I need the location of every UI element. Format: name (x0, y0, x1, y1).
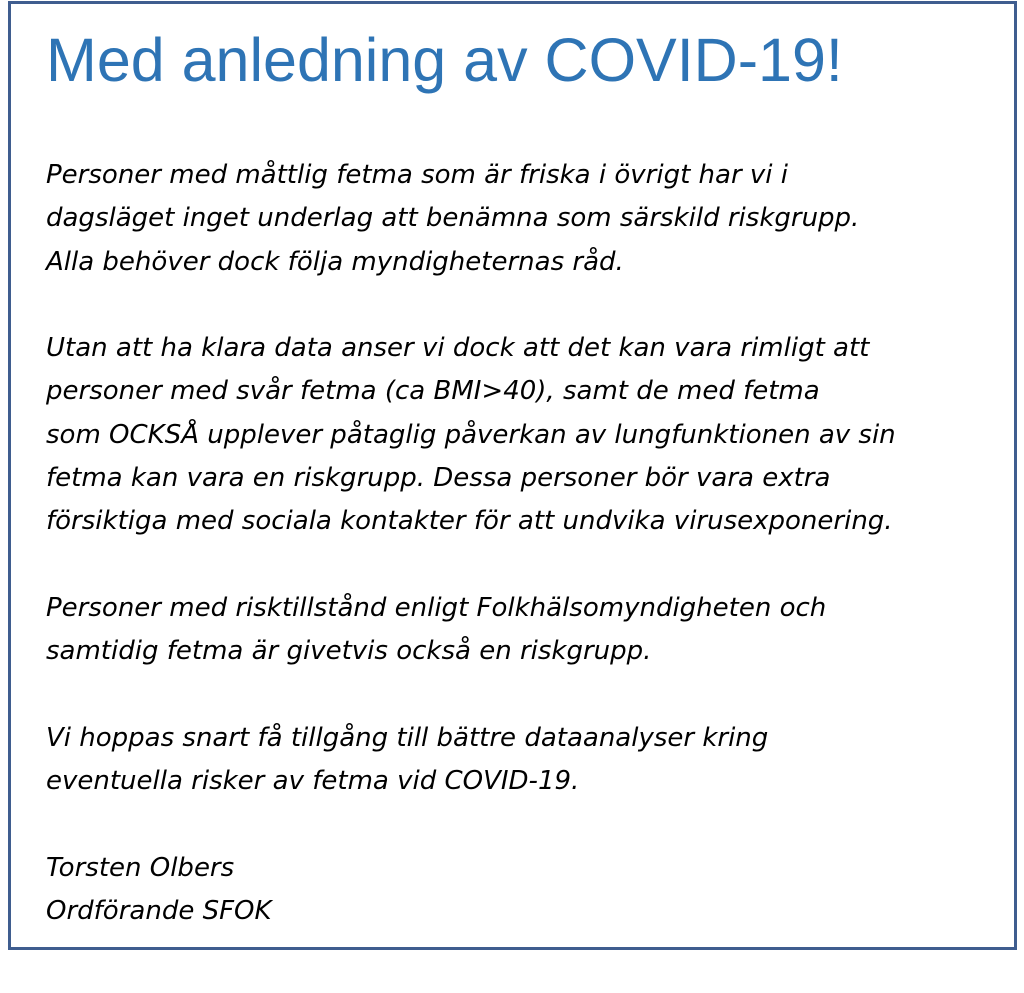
paragraph-risk-conditions (46, 587, 1011, 674)
text-line: samtidig fetma är givetvis också en riskgrupp. (46, 636, 652, 667)
signature-name: Torsten Olbers (46, 852, 235, 883)
signature-role: Ordförande SFOK (46, 896, 272, 927)
signature (46, 847, 1011, 934)
page-title: Med anledning av COVID-19! (46, 26, 843, 94)
text-line: personer med svår fetma (ca BMI>40), samt de med fetma (46, 376, 820, 407)
text-line: Alla behöver dock följa myndigheternas råd. (46, 246, 624, 277)
text-line: Personer med måttlig fetma som är friska i övrigt har vi i (46, 160, 788, 190)
notice-frame (8, 1, 1017, 950)
paragraph-severe-obesity (46, 327, 1011, 543)
text-line: Vi hoppas snart få tillgång till bättre dataanalyser kring (46, 722, 769, 753)
notice-body (46, 154, 1011, 933)
paragraph-obesity-risk (46, 154, 1011, 284)
text-line: som OCKSÅ upplever påtaglig påverkan av lungfunktionen av sin (46, 419, 896, 450)
text-line: fetma kan vara en riskgrupp. Dessa personer bör vara extra (46, 463, 831, 494)
text-line: dagsläget inget underlag att benämna som särskild riskgrupp. (46, 203, 860, 234)
text-line: Utan att ha klara data anser vi dock att det kan vara rimligt att (46, 333, 870, 364)
paragraph-future-data (46, 717, 1011, 804)
text-line: Personer med risktillstånd enligt Folkhälsomyndigheten och (46, 592, 827, 623)
text-line: försiktiga med sociala kontakter för att undvika virusexponering. (46, 506, 893, 537)
text-line: eventuella risker av fetma vid COVID-19. (46, 766, 580, 797)
